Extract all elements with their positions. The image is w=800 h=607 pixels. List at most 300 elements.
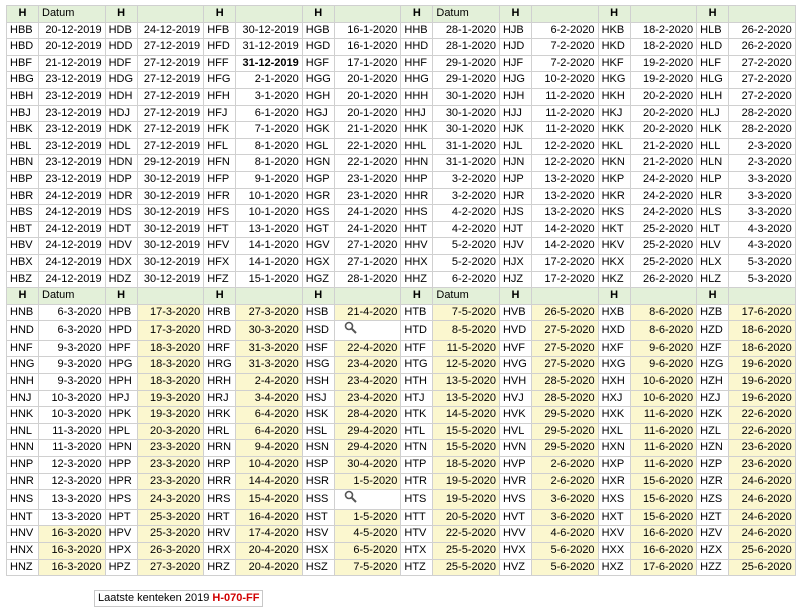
plate-code: HJD xyxy=(499,39,531,56)
plate-date: 29-1-2020 xyxy=(433,55,500,72)
plate-date: 20-12-2019 xyxy=(39,39,106,56)
plate-date: 19-3-2020 xyxy=(137,390,204,407)
plate-code: HDN xyxy=(105,155,137,172)
column-header-h: H xyxy=(598,6,630,23)
plate-date: 24-12-2019 xyxy=(39,221,106,238)
plate-date: 16-1-2020 xyxy=(334,22,401,39)
plate-code: HNL xyxy=(7,423,39,440)
plate-date: 30-1-2020 xyxy=(433,88,500,105)
plate-code: HNB xyxy=(7,304,39,321)
plate-code: HJJ xyxy=(499,105,531,122)
plate-date: 16-1-2020 xyxy=(334,39,401,56)
last-plate-value: H-070-FF xyxy=(212,592,260,604)
plate-date-sheet xyxy=(6,5,795,576)
plate-code: HDS xyxy=(105,205,137,222)
plate-code: HDP xyxy=(105,171,137,188)
plate-date: 16-4-2020 xyxy=(236,509,303,526)
plate-date: 14-4-2020 xyxy=(236,473,303,490)
plate-code: HNN xyxy=(7,440,39,457)
plate-date: 28-2-2020 xyxy=(729,105,796,122)
plate-date: 20-1-2020 xyxy=(334,72,401,89)
plate-date: 8-1-2020 xyxy=(236,155,303,172)
plate-code: HDV xyxy=(105,238,137,255)
plate-date: 23-12-2019 xyxy=(39,122,106,139)
plate-date: 23-3-2020 xyxy=(137,473,204,490)
table-row xyxy=(7,390,796,407)
plate-date: 12-3-2020 xyxy=(39,473,106,490)
plate-date: 11-6-2020 xyxy=(630,457,697,474)
plate-code: HSP xyxy=(302,457,334,474)
column-header-datum xyxy=(630,288,697,305)
plate-date: 2-4-2020 xyxy=(236,374,303,391)
plate-code: HSX xyxy=(302,543,334,560)
plate-code: HST xyxy=(302,509,334,526)
plate-date: 27-2-2020 xyxy=(729,72,796,89)
plate-code: HGL xyxy=(302,138,334,155)
plate-date: 10-1-2020 xyxy=(236,205,303,222)
plate-date: 2-6-2020 xyxy=(531,473,598,490)
plate-date: 3-3-2020 xyxy=(729,171,796,188)
plate-date: 24-2-2020 xyxy=(630,205,697,222)
plate-date: 18-3-2020 xyxy=(137,357,204,374)
plate-code: HXX xyxy=(598,543,630,560)
plate-date: 13-3-2020 xyxy=(39,509,106,526)
plate-date: 11-6-2020 xyxy=(630,440,697,457)
plate-code: HDF xyxy=(105,55,137,72)
plate-date: 29-4-2020 xyxy=(334,423,401,440)
plate-date: 16-3-2020 xyxy=(39,559,106,576)
plate-code: HXB xyxy=(598,304,630,321)
plate-code: HHZ xyxy=(401,271,433,288)
plate-code: HTL xyxy=(401,423,433,440)
plate-code: HKL xyxy=(598,138,630,155)
plate-code: HTT xyxy=(401,509,433,526)
plate-date: 28-5-2020 xyxy=(531,390,598,407)
plate-code: HFG xyxy=(204,72,236,89)
plate-date: 2-6-2020 xyxy=(531,457,598,474)
plate-code: HXJ xyxy=(598,390,630,407)
plate-date: 31-3-2020 xyxy=(236,357,303,374)
plate-date-table xyxy=(6,5,796,576)
plate-date: 3-1-2020 xyxy=(236,88,303,105)
column-header-datum xyxy=(729,288,796,305)
plate-date: 3-3-2020 xyxy=(729,205,796,222)
plate-code: HTS xyxy=(401,490,433,510)
plate-date: 17-2-2020 xyxy=(531,271,598,288)
plate-date: 24-12-2019 xyxy=(39,205,106,222)
plate-code: HLZ xyxy=(697,271,729,288)
plate-code: HVL xyxy=(499,423,531,440)
plate-code: HGF xyxy=(302,55,334,72)
plate-date: 1-5-2020 xyxy=(334,509,401,526)
plate-date: 23-3-2020 xyxy=(137,457,204,474)
plate-code: HLV xyxy=(697,238,729,255)
plate-code: HNX xyxy=(7,543,39,560)
plate-code: HKV xyxy=(598,238,630,255)
plate-code: HSD xyxy=(302,321,334,341)
plate-code: HTH xyxy=(401,374,433,391)
plate-date: 26-2-2020 xyxy=(729,22,796,39)
plate-date: 4-2-2020 xyxy=(433,221,500,238)
plate-code: HSK xyxy=(302,407,334,424)
plate-code: HDT xyxy=(105,221,137,238)
plate-code: HZJ xyxy=(697,390,729,407)
plate-date: 1-5-2020 xyxy=(334,473,401,490)
plate-date: 27-12-2019 xyxy=(137,105,204,122)
plate-date: 6-4-2020 xyxy=(236,423,303,440)
plate-date: 14-2-2020 xyxy=(531,221,598,238)
plate-code: HHJ xyxy=(401,105,433,122)
plate-date: 22-1-2020 xyxy=(334,138,401,155)
table-row xyxy=(7,221,796,238)
plate-code: HLH xyxy=(697,88,729,105)
plate-date: 30-12-2019 xyxy=(137,188,204,205)
plate-code: HJX xyxy=(499,254,531,271)
plate-date: 30-12-2019 xyxy=(137,271,204,288)
plate-code: HLK xyxy=(697,122,729,139)
plate-code: HFT xyxy=(204,221,236,238)
plate-date: 28-1-2020 xyxy=(433,39,500,56)
plate-code: HXZ xyxy=(598,559,630,576)
plate-code: HZS xyxy=(697,490,729,510)
plate-code: HPG xyxy=(105,357,137,374)
header-row xyxy=(7,288,796,305)
plate-date: 30-1-2020 xyxy=(433,105,500,122)
column-header-datum xyxy=(531,6,598,23)
plate-date: 24-12-2019 xyxy=(137,22,204,39)
plate-code: HGR xyxy=(302,188,334,205)
plate-code: HNT xyxy=(7,509,39,526)
plate-date: 6-5-2020 xyxy=(334,543,401,560)
plate-date: 2-3-2020 xyxy=(729,138,796,155)
plate-date: 30-12-2019 xyxy=(137,238,204,255)
plate-code: HDB xyxy=(105,22,137,39)
plate-date: 15-1-2020 xyxy=(236,271,303,288)
plate-code: HSS xyxy=(302,490,334,510)
plate-date: 22-4-2020 xyxy=(334,340,401,357)
plate-code: HFF xyxy=(204,55,236,72)
plate-date: 27-3-2020 xyxy=(236,304,303,321)
plate-code: HTB xyxy=(401,304,433,321)
plate-code: HRP xyxy=(204,457,236,474)
plate-date: 31-1-2020 xyxy=(433,155,500,172)
plate-code: HKS xyxy=(598,205,630,222)
plate-date: 27-12-2019 xyxy=(137,39,204,56)
plate-code: HSF xyxy=(302,340,334,357)
plate-date: 19-2-2020 xyxy=(630,72,697,89)
plate-code: HDL xyxy=(105,138,137,155)
plate-date: 20-4-2020 xyxy=(236,543,303,560)
plate-date: 6-3-2020 xyxy=(39,304,106,321)
plate-code: HRL xyxy=(204,423,236,440)
plate-date: 24-1-2020 xyxy=(334,205,401,222)
plate-code: HVG xyxy=(499,357,531,374)
plate-date: 26-5-2020 xyxy=(531,304,598,321)
table-row xyxy=(7,105,796,122)
column-header-datum xyxy=(334,6,401,23)
plate-code: HVT xyxy=(499,509,531,526)
plate-date: 24-12-2019 xyxy=(39,271,106,288)
plate-date: 13-3-2020 xyxy=(39,490,106,510)
plate-date: 19-2-2020 xyxy=(630,55,697,72)
plate-code: HKG xyxy=(598,72,630,89)
plate-code: HXL xyxy=(598,423,630,440)
plate-date: 2-1-2020 xyxy=(236,72,303,89)
plate-date: 5-6-2020 xyxy=(531,559,598,576)
plate-code: HSR xyxy=(302,473,334,490)
last-plate-note xyxy=(94,590,263,607)
plate-code: HDH xyxy=(105,88,137,105)
plate-code: HXV xyxy=(598,526,630,543)
column-header-datum xyxy=(531,288,598,305)
table-row xyxy=(7,490,796,510)
plate-code: HPJ xyxy=(105,390,137,407)
table-row xyxy=(7,321,796,341)
plate-code: HRN xyxy=(204,440,236,457)
plate-date: 5-3-2020 xyxy=(729,254,796,271)
magnifier-icon xyxy=(344,325,357,337)
plate-date: 3-2-2020 xyxy=(433,188,500,205)
plate-code: HPD xyxy=(105,321,137,341)
plate-code: HTK xyxy=(401,407,433,424)
plate-date: 29-4-2020 xyxy=(334,440,401,457)
plate-code: HZK xyxy=(697,407,729,424)
plate-code: HPR xyxy=(105,473,137,490)
plate-code: HJZ xyxy=(499,271,531,288)
plate-code: HJP xyxy=(499,171,531,188)
plate-date: 15-6-2020 xyxy=(630,509,697,526)
plate-date-highlight: 31-12-2019 xyxy=(236,55,303,72)
column-header-h: H xyxy=(598,288,630,305)
table-row xyxy=(7,171,796,188)
column-header-h: H xyxy=(204,6,236,23)
table-row xyxy=(7,138,796,155)
plate-code: HXH xyxy=(598,374,630,391)
plate-code: HTP xyxy=(401,457,433,474)
plate-code: HVB xyxy=(499,304,531,321)
plate-code: HBD xyxy=(7,39,39,56)
plate-date: 6-4-2020 xyxy=(236,407,303,424)
plate-date: 14-2-2020 xyxy=(531,238,598,255)
table-row xyxy=(7,407,796,424)
plate-code: HKB xyxy=(598,22,630,39)
plate-date: 8-6-2020 xyxy=(630,321,697,341)
plate-date: 23-1-2020 xyxy=(334,188,401,205)
plate-code: HFJ xyxy=(204,105,236,122)
plate-code: HNS xyxy=(7,490,39,510)
plate-code: HTV xyxy=(401,526,433,543)
column-header-datum xyxy=(137,288,204,305)
column-header-datum: Datum xyxy=(433,288,500,305)
plate-date: 20-2-2020 xyxy=(630,122,697,139)
plate-code: HRZ xyxy=(204,559,236,576)
plate-code: HBP xyxy=(7,171,39,188)
plate-code: HFK xyxy=(204,122,236,139)
column-header-h: H xyxy=(697,288,729,305)
plate-date: 24-12-2019 xyxy=(39,188,106,205)
plate-code: HZX xyxy=(697,543,729,560)
plate-code: HNH xyxy=(7,374,39,391)
plate-code: HGG xyxy=(302,72,334,89)
plate-date: 23-6-2020 xyxy=(729,457,796,474)
plate-code: HDR xyxy=(105,188,137,205)
plate-date: 26-2-2020 xyxy=(729,39,796,56)
plate-code: HLP xyxy=(697,171,729,188)
plate-date: 10-2-2020 xyxy=(531,72,598,89)
plate-date: 12-2-2020 xyxy=(531,155,598,172)
plate-code: HVF xyxy=(499,340,531,357)
plate-date: 28-2-2020 xyxy=(729,122,796,139)
plate-code: HJL xyxy=(499,138,531,155)
plate-code: HLD xyxy=(697,39,729,56)
plate-code: HZV xyxy=(697,526,729,543)
plate-code: HJT xyxy=(499,221,531,238)
plate-code: HVD xyxy=(499,321,531,341)
column-header-datum: Datum xyxy=(39,6,106,23)
plate-code: HPZ xyxy=(105,559,137,576)
plate-date: 15-5-2020 xyxy=(433,423,500,440)
plate-code: HRD xyxy=(204,321,236,341)
plate-code: HZP xyxy=(697,457,729,474)
plate-code: HTN xyxy=(401,440,433,457)
plate-code: HFP xyxy=(204,171,236,188)
plate-code: HKK xyxy=(598,122,630,139)
plate-date: 7-2-2020 xyxy=(531,39,598,56)
table-row xyxy=(7,559,796,576)
plate-code: HVN xyxy=(499,440,531,457)
plate-date: 4-3-2020 xyxy=(729,221,796,238)
plate-code: HGV xyxy=(302,238,334,255)
plate-code: HPS xyxy=(105,490,137,510)
plate-code: HZL xyxy=(697,423,729,440)
table-row xyxy=(7,423,796,440)
plate-date: 27-12-2019 xyxy=(137,138,204,155)
plate-code: HHK xyxy=(401,122,433,139)
plate-code: HVR xyxy=(499,473,531,490)
plate-date: 23-12-2019 xyxy=(39,155,106,172)
plate-code: HHB xyxy=(401,22,433,39)
plate-date: 25-6-2020 xyxy=(729,543,796,560)
plate-code: HDD xyxy=(105,39,137,56)
plate-code: HGH xyxy=(302,88,334,105)
plate-date: 9-6-2020 xyxy=(630,340,697,357)
plate-date: 29-5-2020 xyxy=(531,423,598,440)
plate-code: HBG xyxy=(7,72,39,89)
plate-code: HVV xyxy=(499,526,531,543)
plate-date: 27-12-2019 xyxy=(137,88,204,105)
plate-date: 23-3-2020 xyxy=(137,440,204,457)
plate-date: 31-1-2020 xyxy=(433,138,500,155)
table-row xyxy=(7,543,796,560)
column-header-h: H xyxy=(401,6,433,23)
plate-date: 29-12-2019 xyxy=(137,155,204,172)
plate-date: 10-6-2020 xyxy=(630,390,697,407)
plate-code: HNG xyxy=(7,357,39,374)
table-row xyxy=(7,357,796,374)
plate-code: HLG xyxy=(697,72,729,89)
plate-date: 28-1-2020 xyxy=(334,271,401,288)
plate-date: 2-3-2020 xyxy=(729,155,796,172)
plate-code: HTG xyxy=(401,357,433,374)
plate-code: HVJ xyxy=(499,390,531,407)
plate-date: 5-2-2020 xyxy=(433,238,500,255)
plate-code: HFV xyxy=(204,238,236,255)
plate-code: HLL xyxy=(697,138,729,155)
plate-date: 8-5-2020 xyxy=(433,321,500,341)
plate-date: 13-2-2020 xyxy=(531,205,598,222)
plate-date: 30-1-2020 xyxy=(433,122,500,139)
plate-code: HRF xyxy=(204,340,236,357)
plate-date: 5-2-2020 xyxy=(433,254,500,271)
plate-code: HGT xyxy=(302,221,334,238)
table-row xyxy=(7,88,796,105)
plate-code: HJG xyxy=(499,72,531,89)
table-row xyxy=(7,188,796,205)
plate-date: 27-2-2020 xyxy=(729,88,796,105)
plate-code: HKN xyxy=(598,155,630,172)
plate-code: HDK xyxy=(105,122,137,139)
plate-date: 15-4-2020 xyxy=(236,490,303,510)
plate-code: HDG xyxy=(105,72,137,89)
plate-code: HJV xyxy=(499,238,531,255)
plate-date: 19-3-2020 xyxy=(137,407,204,424)
plate-code: HBB xyxy=(7,22,39,39)
plate-date: 7-5-2020 xyxy=(433,304,500,321)
plate-code: HFL xyxy=(204,138,236,155)
plate-date: 29-5-2020 xyxy=(531,407,598,424)
plate-date: 18-5-2020 xyxy=(433,457,500,474)
plate-date: 16-3-2020 xyxy=(39,526,106,543)
plate-date: 23-4-2020 xyxy=(334,390,401,407)
column-header-h: H xyxy=(697,6,729,23)
plate-date: 11-2-2020 xyxy=(531,122,598,139)
plate-date: 20-2-2020 xyxy=(630,105,697,122)
plate-date: 18-2-2020 xyxy=(630,39,697,56)
plate-date: 13-1-2020 xyxy=(236,221,303,238)
plate-code: HPP xyxy=(105,457,137,474)
plate-date: 30-12-2019 xyxy=(137,205,204,222)
plate-date: 23-4-2020 xyxy=(334,374,401,391)
plate-code: HSJ xyxy=(302,390,334,407)
plate-code: HRG xyxy=(204,357,236,374)
plate-date: 26-3-2020 xyxy=(137,543,204,560)
plate-date: 23-4-2020 xyxy=(334,357,401,374)
column-header-datum xyxy=(334,288,401,305)
plate-code: HZG xyxy=(697,357,729,374)
plate-code: HJN xyxy=(499,155,531,172)
search-cell xyxy=(334,321,401,341)
plate-date: 12-5-2020 xyxy=(433,357,500,374)
magnifier-icon xyxy=(344,494,357,506)
plate-code: HLJ xyxy=(697,105,729,122)
plate-code: HJS xyxy=(499,205,531,222)
plate-date: 27-12-2019 xyxy=(137,72,204,89)
plate-date: 25-3-2020 xyxy=(137,509,204,526)
plate-date: 27-1-2020 xyxy=(334,238,401,255)
plate-code: HTR xyxy=(401,473,433,490)
plate-code: HRR xyxy=(204,473,236,490)
plate-date: 23-12-2019 xyxy=(39,171,106,188)
plate-date: 11-3-2020 xyxy=(39,423,106,440)
plate-code: HTD xyxy=(401,321,433,341)
plate-date: 8-1-2020 xyxy=(236,138,303,155)
plate-date: 9-4-2020 xyxy=(236,440,303,457)
column-header-h: H xyxy=(401,288,433,305)
column-header-datum xyxy=(137,6,204,23)
table-row xyxy=(7,205,796,222)
plate-code: HDZ xyxy=(105,271,137,288)
plate-code: HLR xyxy=(697,188,729,205)
